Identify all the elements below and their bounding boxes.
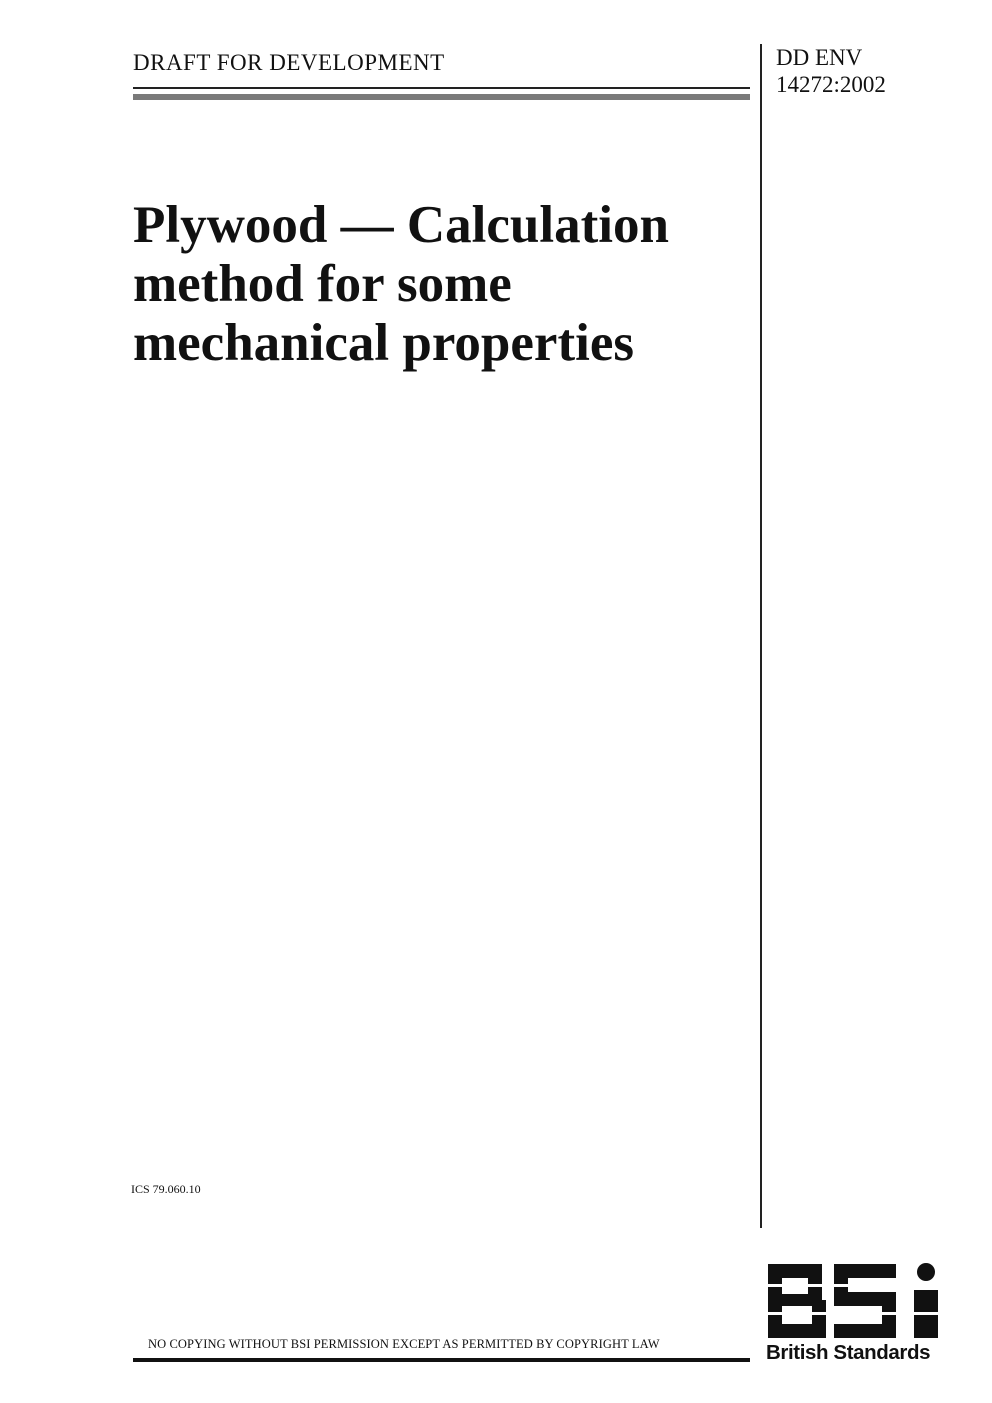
bsi-logo-caption: British Standards (766, 1341, 931, 1364)
vertical-divider (760, 44, 762, 1228)
title-line2: method for some (133, 255, 512, 313)
ics-code: ICS 79.060.10 (131, 1182, 201, 1196)
document-number-line2: 14272:2002 (776, 72, 886, 97)
footer-rule (133, 1358, 750, 1362)
document-type-label: DRAFT FOR DEVELOPMENT (133, 50, 445, 75)
bsi-logo-mark-icon (766, 1262, 946, 1340)
title-line1: Plywood — Calculation (133, 196, 669, 254)
document-title (133, 196, 743, 373)
copyright-notice: NO COPYING WITHOUT BSI PERMISSION EXCEPT AS PERMITTED BY COPYRIGHT LAW (148, 1337, 660, 1351)
document-number (776, 44, 886, 98)
title-line3: mechanical properties (133, 314, 634, 372)
header-rule-thin (133, 87, 750, 89)
document-number-line1: DD ENV (776, 45, 863, 70)
header-rule-thick (133, 94, 750, 100)
